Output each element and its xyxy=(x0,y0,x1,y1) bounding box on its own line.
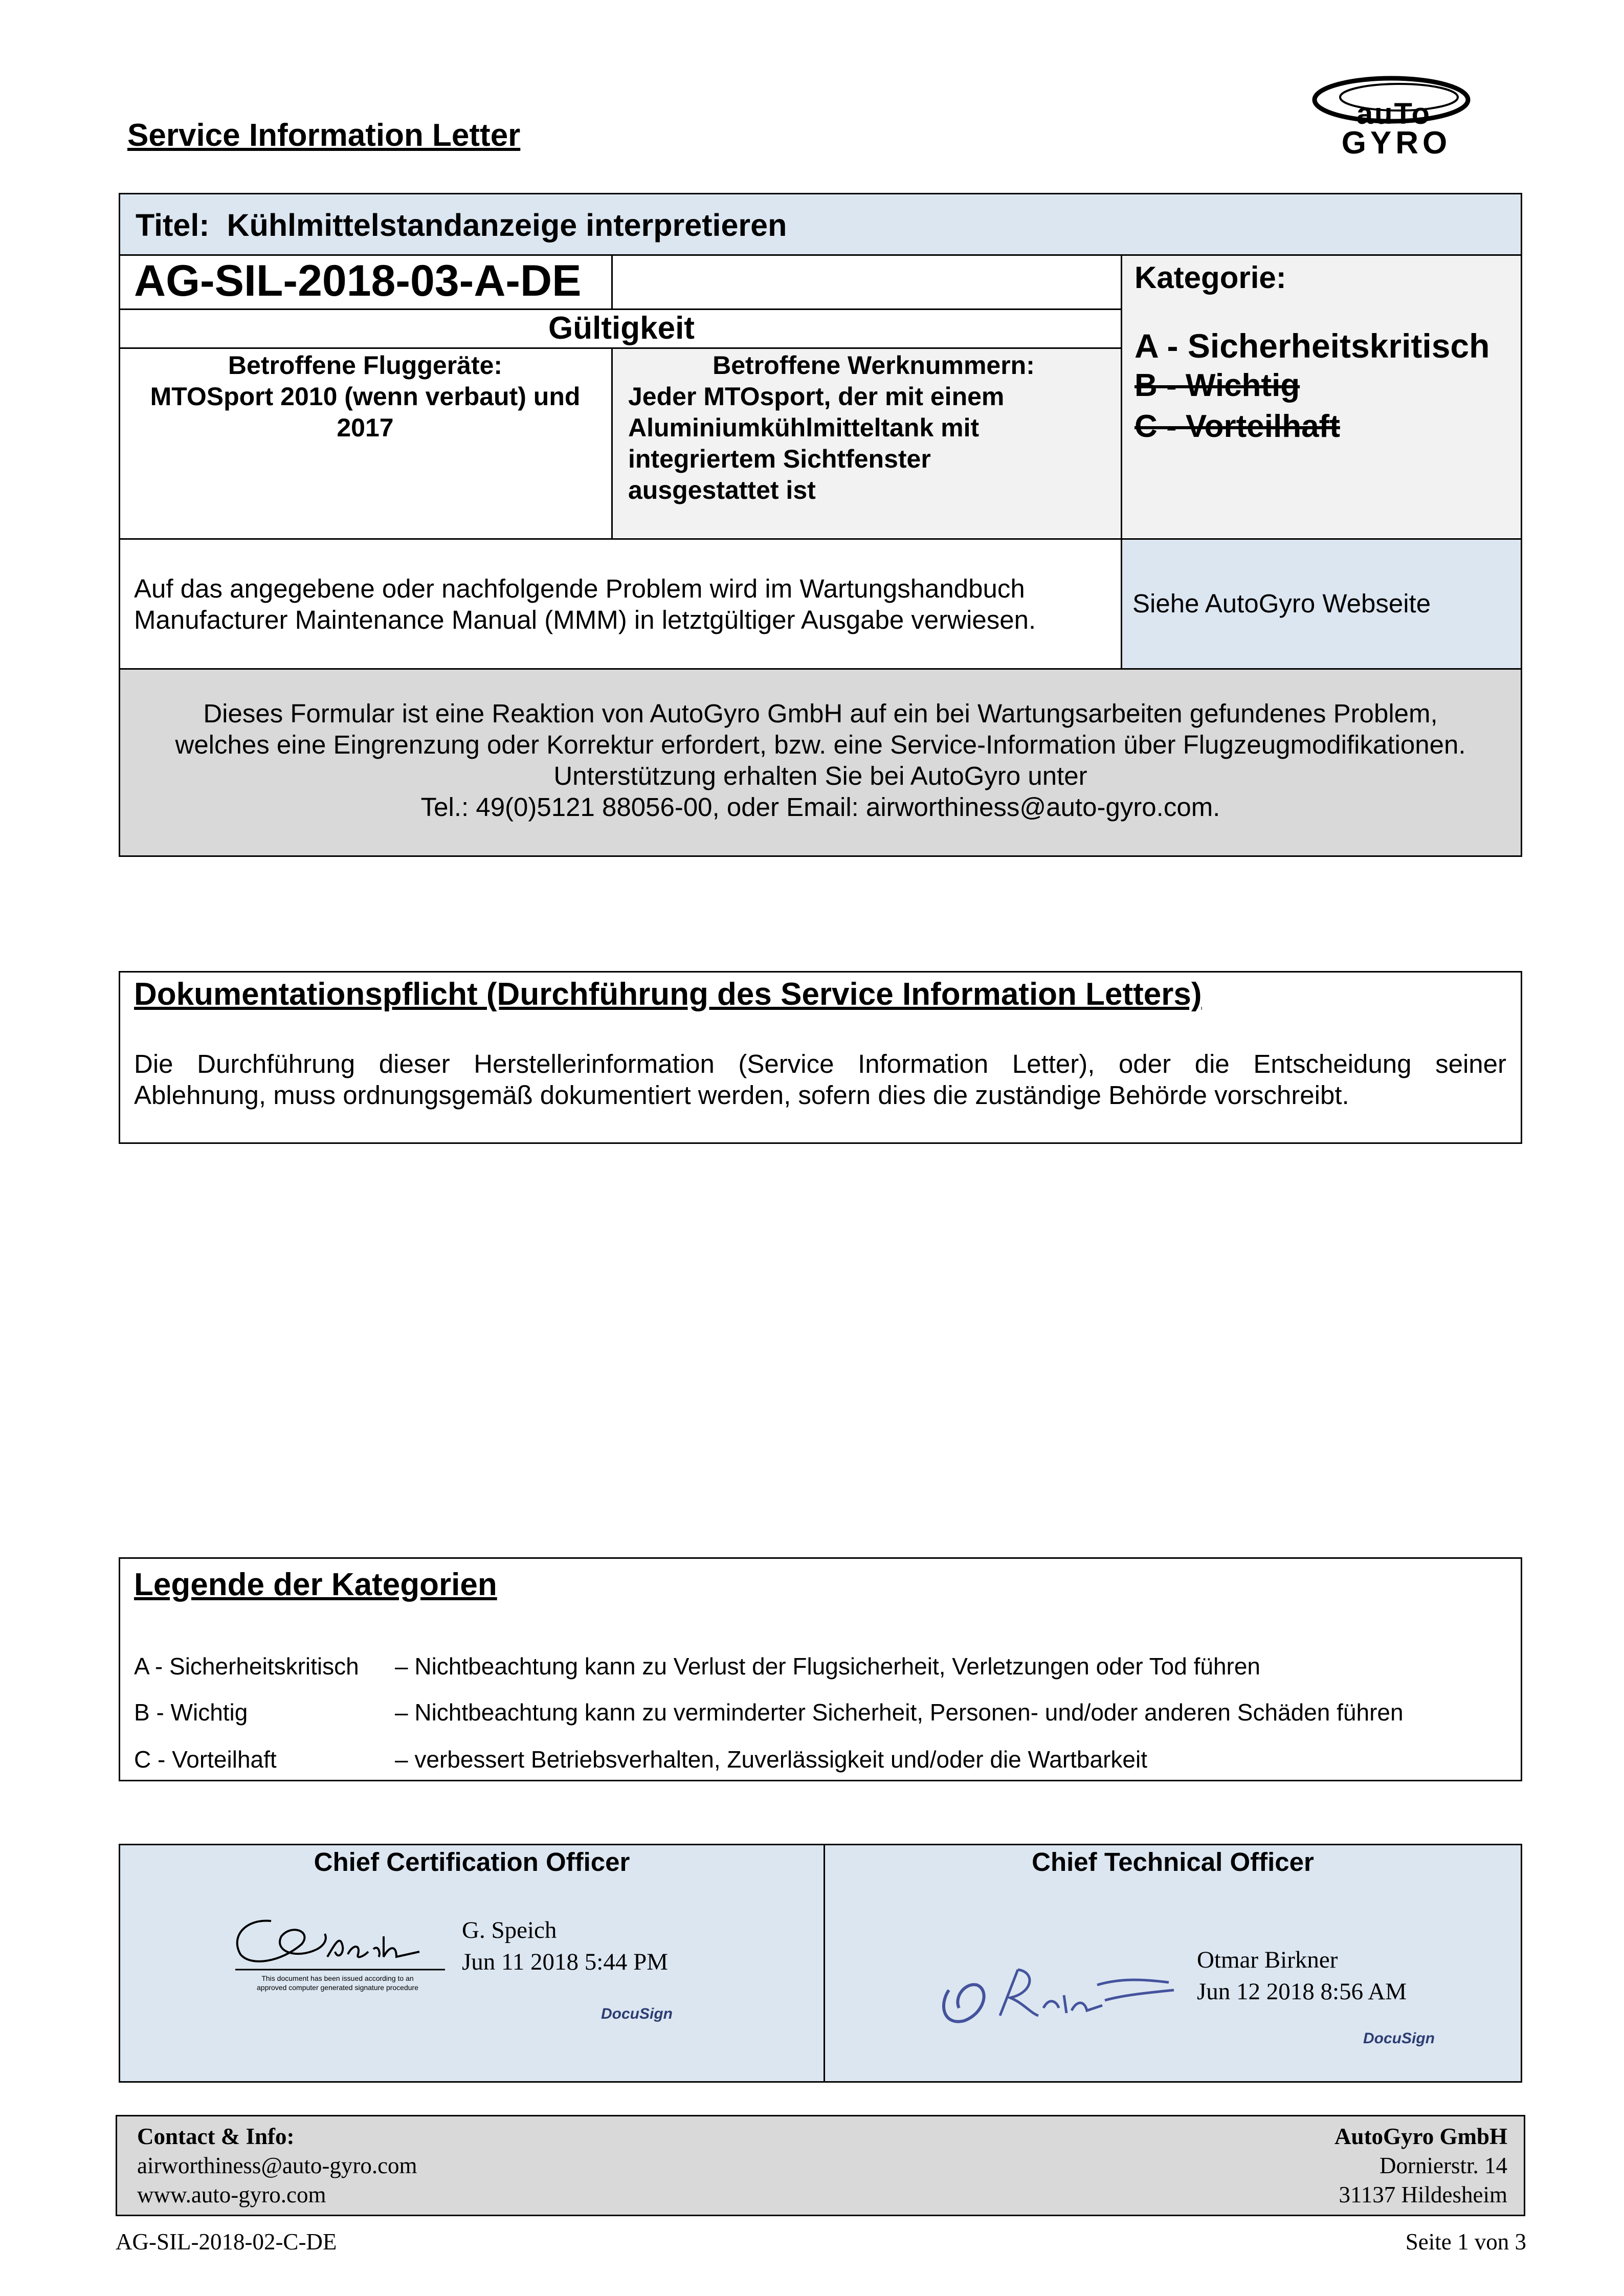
docusign-logo-right xyxy=(1363,2030,1435,2047)
sil-number: AG-SIL-2018-03-A-DE xyxy=(134,256,582,305)
notice-line-4: Tel.: 49(0)5121 88056-00, oder Email: airworthiness@auto-gyro.com. xyxy=(420,792,1220,822)
notice-line-3: Unterstützung erhalten Sie bei AutoGyro unter xyxy=(553,761,1087,790)
speich-signature xyxy=(225,1908,450,1995)
manual-reference-2: Manufacturer Maintenance Manual (MMM) in letztgültiger Ausgabe verwiesen. xyxy=(134,605,1036,634)
affected-aircraft-cell xyxy=(120,350,610,444)
manual-reference xyxy=(134,573,1036,635)
contact-right xyxy=(1334,2122,1507,2210)
contact-left xyxy=(137,2122,417,2210)
company-street: Dornierstr. 14 xyxy=(1380,2153,1507,2178)
legend-category: A - Sicherheitskritisch xyxy=(134,1653,359,1680)
legend-description: – Nichtbeachtung kann zu verminderter Sicherheit, Personen- und/oder anderen Schäden führen xyxy=(395,1699,1404,1726)
docusign-right-label: DocuSign xyxy=(1363,2030,1435,2047)
category-c: C - Vorteilhaft xyxy=(1134,409,1340,444)
documentation-body xyxy=(134,1048,1506,1111)
title-label: Titel: xyxy=(136,208,210,242)
legend-row xyxy=(134,1652,1510,1680)
divider xyxy=(824,1844,825,2083)
autogyro-logo xyxy=(1309,72,1483,159)
title-row xyxy=(136,207,787,243)
affected-serials-value-1: Jeder MTOsport, der mit einem xyxy=(628,382,1005,411)
affected-serials-label: Betroffene Werknummern: xyxy=(713,351,1035,380)
category-label: Kategorie: xyxy=(1134,260,1286,295)
title-value: Kühlmittelstandanzeige interpretieren xyxy=(227,208,787,242)
speich-name: G. Speich xyxy=(462,1917,557,1944)
legend-description: – verbessert Betriebsverhalten, Zuverlässigkeit und/oder die Wartbarkeit xyxy=(395,1746,1147,1773)
affected-aircraft-value-1: MTOSport 2010 (wenn verbaut) und xyxy=(150,382,581,411)
notice-line-1: Dieses Formular ist eine Reaktion von AutoGyro GmbH auf ein bei Wartungsarbeiten gefundenes Problem, xyxy=(203,699,1438,728)
birkner-signer xyxy=(1197,1944,1407,2007)
documentation-heading: Dokumentationspflicht (Durchführung des Service Information Letters) xyxy=(134,977,1202,1012)
chief-certification-role: Chief Certification Officer xyxy=(314,1847,630,1876)
affected-serials-value-2: Aluminiumkühlmitteltank mit xyxy=(628,413,980,442)
page-number: Seite 1 von 3 xyxy=(1405,2229,1526,2255)
manual-reference-1: Auf das angegebene oder nachfolgende Problem wird im Wartungshandbuch xyxy=(134,574,1025,603)
document-type-heading: Service Information Letter xyxy=(127,118,521,153)
legend-category: C - Vorteilhaft xyxy=(134,1746,277,1773)
docusign-left-label: DocuSign xyxy=(601,2005,673,2022)
affected-serials-value-3: integriertem Sichtfenster xyxy=(628,445,931,473)
speich-date: Jun 11 2018 5:44 PM xyxy=(462,1949,669,1975)
contact-website[interactable]: www.auto-gyro.com xyxy=(137,2182,326,2207)
notice-line-2: welches eine Eingrenzung oder Korrektur erfordert, bzw. eine Service-Information über Flugzeugmodifikationen. xyxy=(175,730,1466,759)
company-city: 31137 Hildesheim xyxy=(1339,2182,1507,2207)
speich-stamp-note-1: This document has been issued according to an xyxy=(261,1974,414,1982)
docusign-logo-left xyxy=(601,2005,673,2023)
legend-category: B - Wichtig xyxy=(134,1699,248,1726)
contact-label: Contact & Info: xyxy=(137,2124,295,2149)
legend-description: – Nichtbeachtung kann zu Verlust der Flugsicherheit, Verletzungen oder Tod führen xyxy=(395,1653,1261,1680)
documentation-body-2: Ablehnung, muss ordnungsgemäß dokumentiert werden, sofern dies die zuständige Behörde vorschreibt. xyxy=(134,1080,1349,1110)
birkner-name: Otmar Birkner xyxy=(1197,1947,1338,1973)
legend-row xyxy=(134,1698,1510,1726)
logo-word-top: auTo xyxy=(1356,97,1432,130)
birkner-signature xyxy=(928,1949,1184,2036)
footer-doc-id: AG-SIL-2018-02-C-DE xyxy=(116,2229,337,2255)
affected-serials-cell xyxy=(628,350,1119,506)
documentation-body-1: Die Durchführung dieser Herstellerinformation (Service Information Letter), oder die Entscheidung seiner xyxy=(134,1049,1506,1078)
affected-serials-value-4: ausgestattet ist xyxy=(628,476,816,504)
affected-aircraft-value-2: 2017 xyxy=(337,413,394,442)
category-a: A - Sicherheitskritisch xyxy=(1134,327,1490,365)
speich-signer xyxy=(462,1914,668,1978)
category-b: B - Wichtig xyxy=(1134,368,1300,403)
affected-aircraft-label: Betroffene Fluggeräte: xyxy=(228,351,503,380)
legend-row xyxy=(134,1746,1510,1773)
company-name: AutoGyro GmbH xyxy=(1334,2124,1507,2149)
legend-heading: Legende der Kategorien xyxy=(134,1567,497,1602)
notice-text xyxy=(120,698,1521,823)
divider xyxy=(611,254,613,310)
logo-word-bottom: GYRO xyxy=(1341,125,1452,159)
contact-email[interactable]: airworthiness@auto-gyro.com xyxy=(137,2153,417,2178)
speich-stamp-note-2: approved computer generated signature procedure xyxy=(257,1983,418,1992)
validity-label: Gültigkeit xyxy=(548,311,695,346)
chief-technical-role: Chief Technical Officer xyxy=(1032,1847,1314,1876)
website-reference: Siehe AutoGyro Webseite xyxy=(1132,589,1431,618)
birkner-date: Jun 12 2018 8:56 AM xyxy=(1197,1978,1407,2005)
